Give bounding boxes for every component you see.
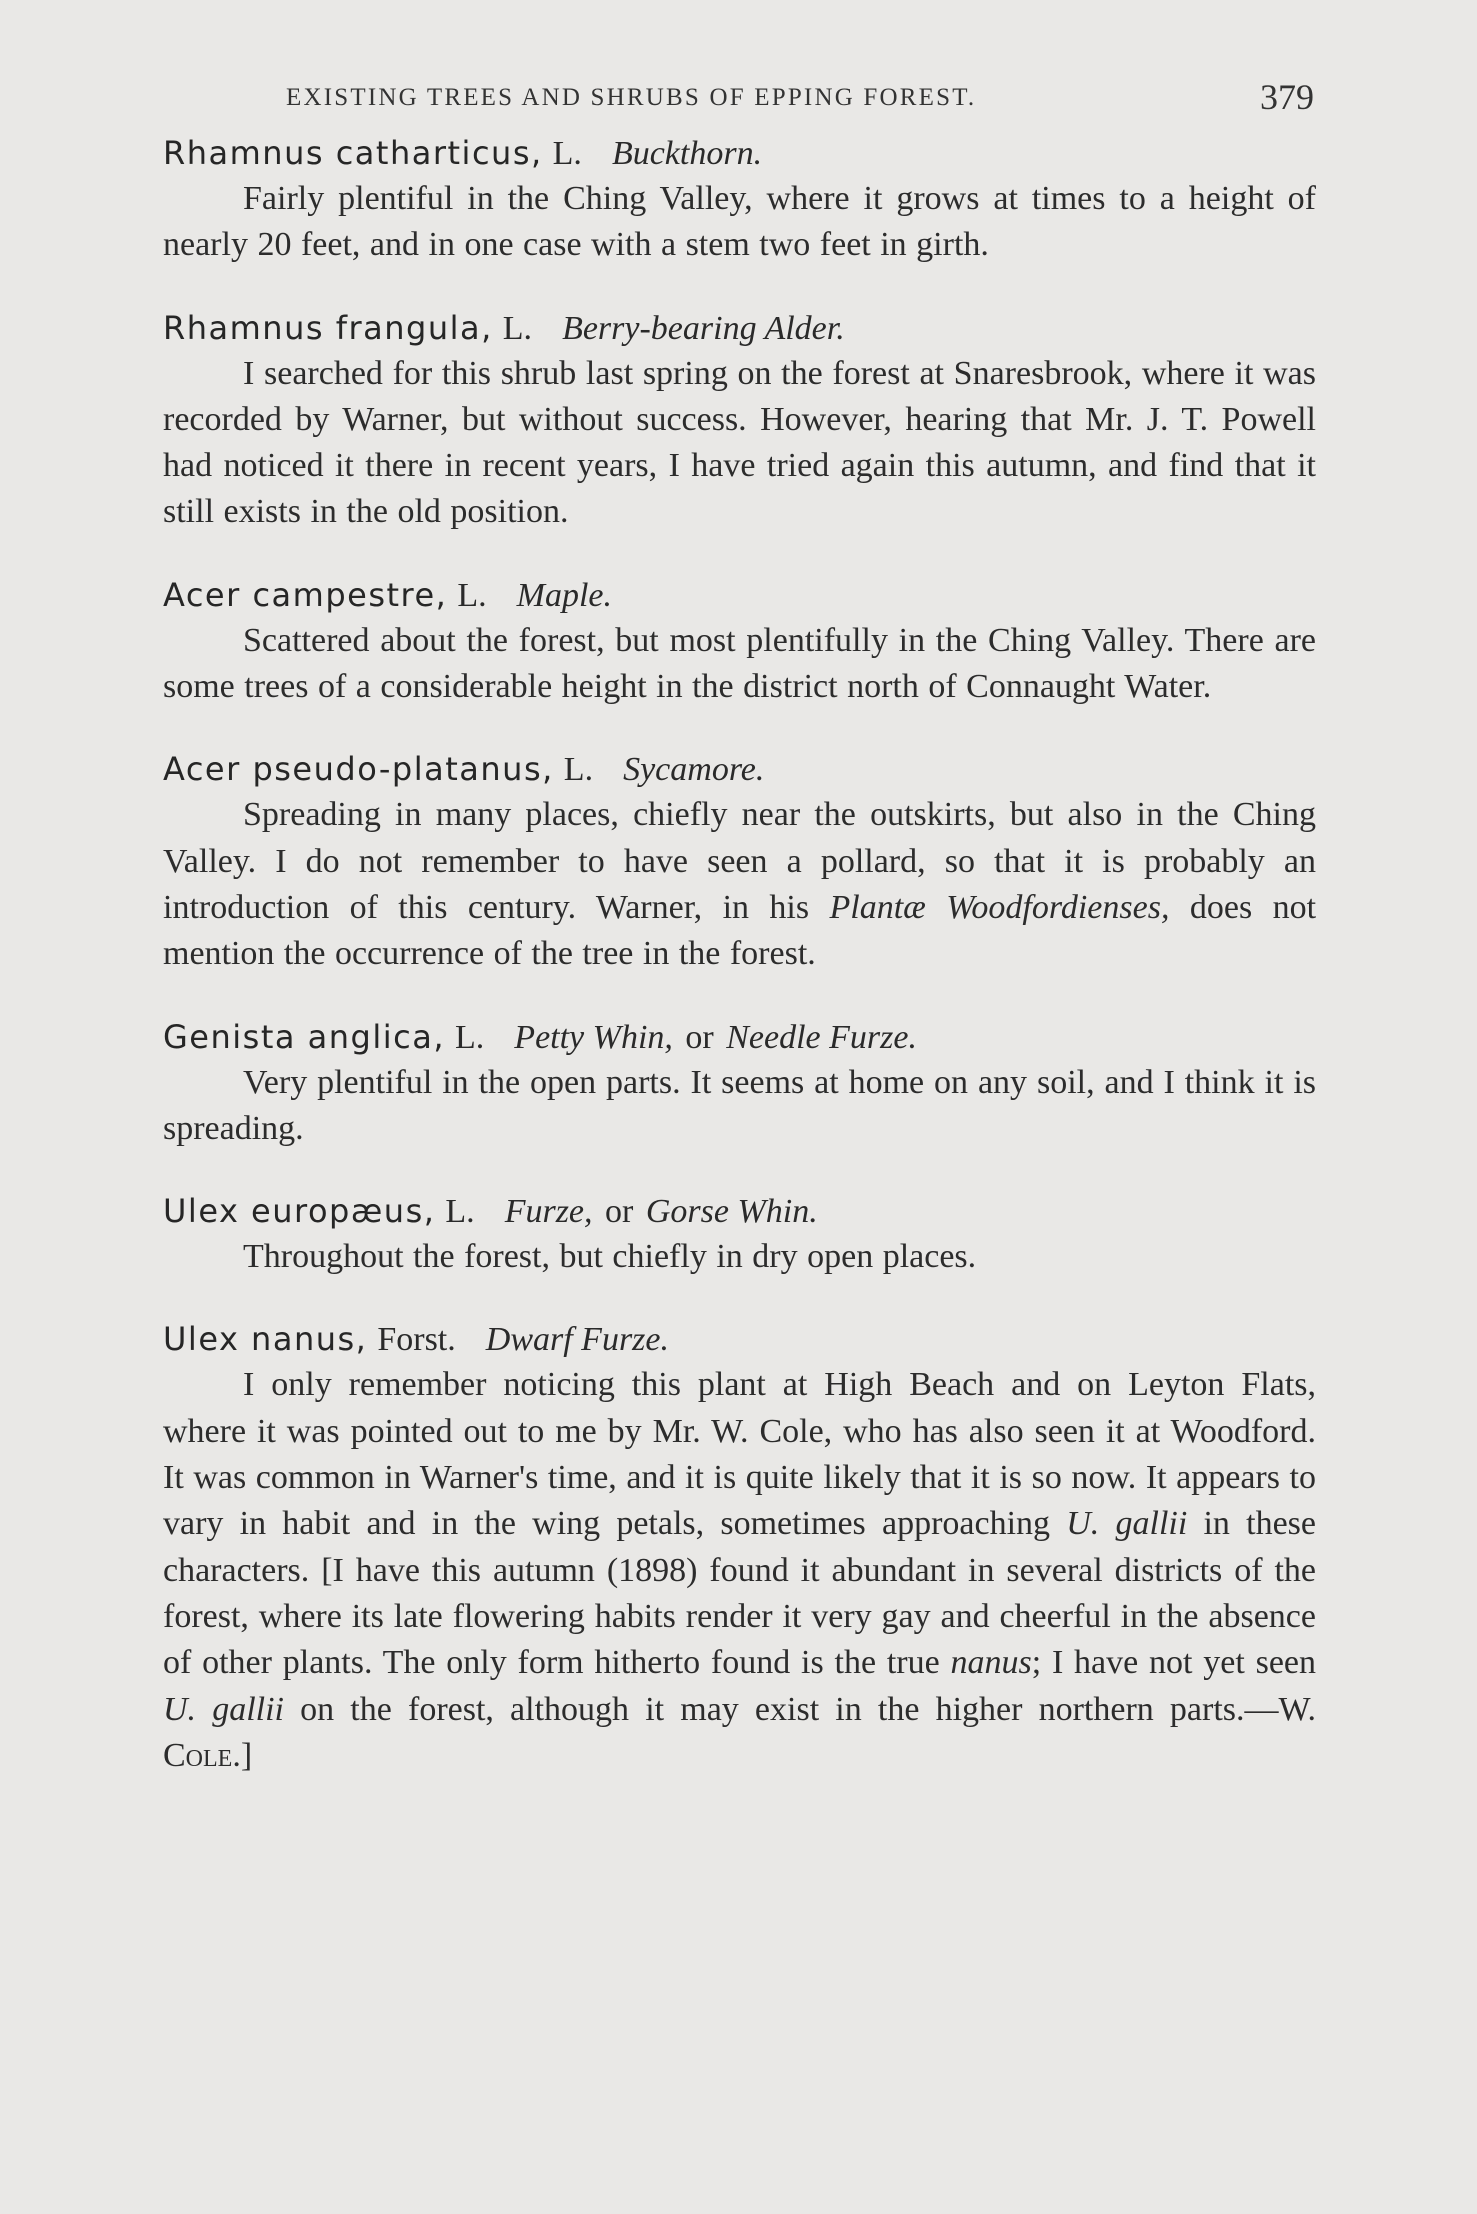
species-description: [163, 792, 1316, 977]
authority: L.: [552, 135, 582, 172]
species-heading: [163, 1188, 1316, 1234]
species-entry-acer-campestre: [163, 572, 1316, 711]
species-entry-acer-pseudo-platanus: [163, 746, 1316, 977]
latin-name: Acer pseudo-platanus,: [163, 750, 554, 789]
common-name-alternate: Gorse Whin.: [645, 1193, 818, 1231]
common-name: Buckthorn.: [611, 135, 763, 172]
common-name: [514, 1019, 917, 1056]
species-reference: U. gallii: [163, 1690, 284, 1728]
species-heading: [163, 1316, 1316, 1362]
common-name: Dwarf Furze.: [485, 1321, 669, 1359]
species-heading: [163, 572, 1316, 618]
common-name: [505, 1193, 818, 1230]
common-name-primary: Furze,: [504, 1193, 593, 1231]
author-signature: Cole: [163, 1736, 233, 1774]
or-connector: or: [605, 1193, 634, 1231]
latin-name: Rhamnus frangula,: [163, 308, 493, 347]
species-description: [163, 1362, 1316, 1779]
common-name: Berry-bearing Alder.: [562, 309, 845, 347]
species-description: I searched for this shrub last spring on the forest at Snaresbrook, where it was recorded by Warner, but without success. However, hearing that Mr. J. T. Powell had noticed it there in recent years, I have tried again this autumn, and find that it still exists in the old position.: [163, 354, 1316, 531]
species-description: Fairly plentiful in the Ching Valley, where it grows at times to a height of nearly 20 feet, and in one case with a stem two feet in girth.: [163, 180, 1316, 264]
cited-work-title: Plantæ Woodfordienses,: [829, 888, 1170, 926]
authority: L.: [455, 1018, 485, 1056]
species-heading: [163, 305, 1316, 351]
common-name-primary: Petty Whin,: [514, 1018, 673, 1056]
latin-name: Rhamnus catharticus,: [163, 134, 543, 172]
description-text: Spreading in many places, chiefly near the outskirts, but also in the Ching Valley. I do not remember to have seen a pollard, so that it is probably an introduction of this century. Warner, in his: [163, 796, 1316, 926]
species-reference: nanus: [950, 1644, 1032, 1682]
description-text: ; I have not yet seen: [1031, 1644, 1316, 1682]
description-text: I only remember noticing this plant at High Beach and on Leyton Flats, where it was pointed out to me by Mr. W. Cole, who has also seen it at Woodford. It was common in Warner's time, and it is quite likely that it is so now. It appears to vary in habit and in the wing petals, sometimes approaching: [163, 1366, 1316, 1543]
authority: L.: [457, 576, 487, 614]
species-entry-rhamnus-frangula: [163, 305, 1316, 536]
common-name: Sycamore.: [623, 751, 765, 789]
species-description: Throughout the forest, but chiefly in dry open places.: [243, 1238, 977, 1276]
authority: L.: [563, 751, 594, 789]
running-head: [163, 70, 1316, 130]
latin-name: Ulex europæus,: [163, 1192, 436, 1231]
species-entry-genista-anglica: [163, 1014, 1316, 1153]
species-heading: [163, 130, 1316, 176]
latin-name: Genista anglica,: [163, 1017, 446, 1056]
common-name: Maple.: [516, 576, 612, 614]
or-connector: or: [685, 1018, 714, 1056]
species-heading: [163, 1014, 1316, 1060]
species-entry-ulex-europaeus: [163, 1188, 1316, 1280]
species-heading: [163, 746, 1316, 792]
latin-name: Acer campestre,: [163, 575, 448, 614]
description-text: .]: [232, 1736, 253, 1774]
species-description: Very plentiful in the open parts. It seems at home on any soil, and I think it is spreading.: [163, 1063, 1316, 1147]
book-page: [163, 70, 1316, 1779]
species-entry-rhamnus-catharticus: [163, 130, 1316, 269]
species-description: Scattered about the forest, but most plentifully in the Ching Valley. There are some trees of a considerable height in the district north of Connaught Water.: [163, 621, 1316, 706]
latin-name: Ulex nanus,: [163, 1320, 368, 1359]
species-reference: U. gallii: [1066, 1505, 1188, 1543]
common-name-alternate: Needle Furze.: [726, 1018, 917, 1056]
description-text: in these characters. [I have this autumn (1898) found it abundant in several districts of the forest, where its late flowering habits render it very gay and cheerful in the absence of other plants. The only form hitherto found is the true: [163, 1505, 1316, 1682]
species-entry-ulex-nanus: [163, 1316, 1316, 1779]
authority: Forst.: [377, 1321, 456, 1359]
description-text: does not mention the occurrence of the tree in the forest.: [163, 888, 1317, 973]
authority: L.: [445, 1193, 475, 1231]
authority: L.: [502, 309, 533, 347]
description-text: on the forest, although it may exist in the higher northern parts.—W.: [284, 1690, 1316, 1728]
page-number: 379: [1260, 77, 1314, 117]
running-title: EXISTING TREES AND SHRUBS OF EPPING FOREST.: [286, 84, 977, 111]
